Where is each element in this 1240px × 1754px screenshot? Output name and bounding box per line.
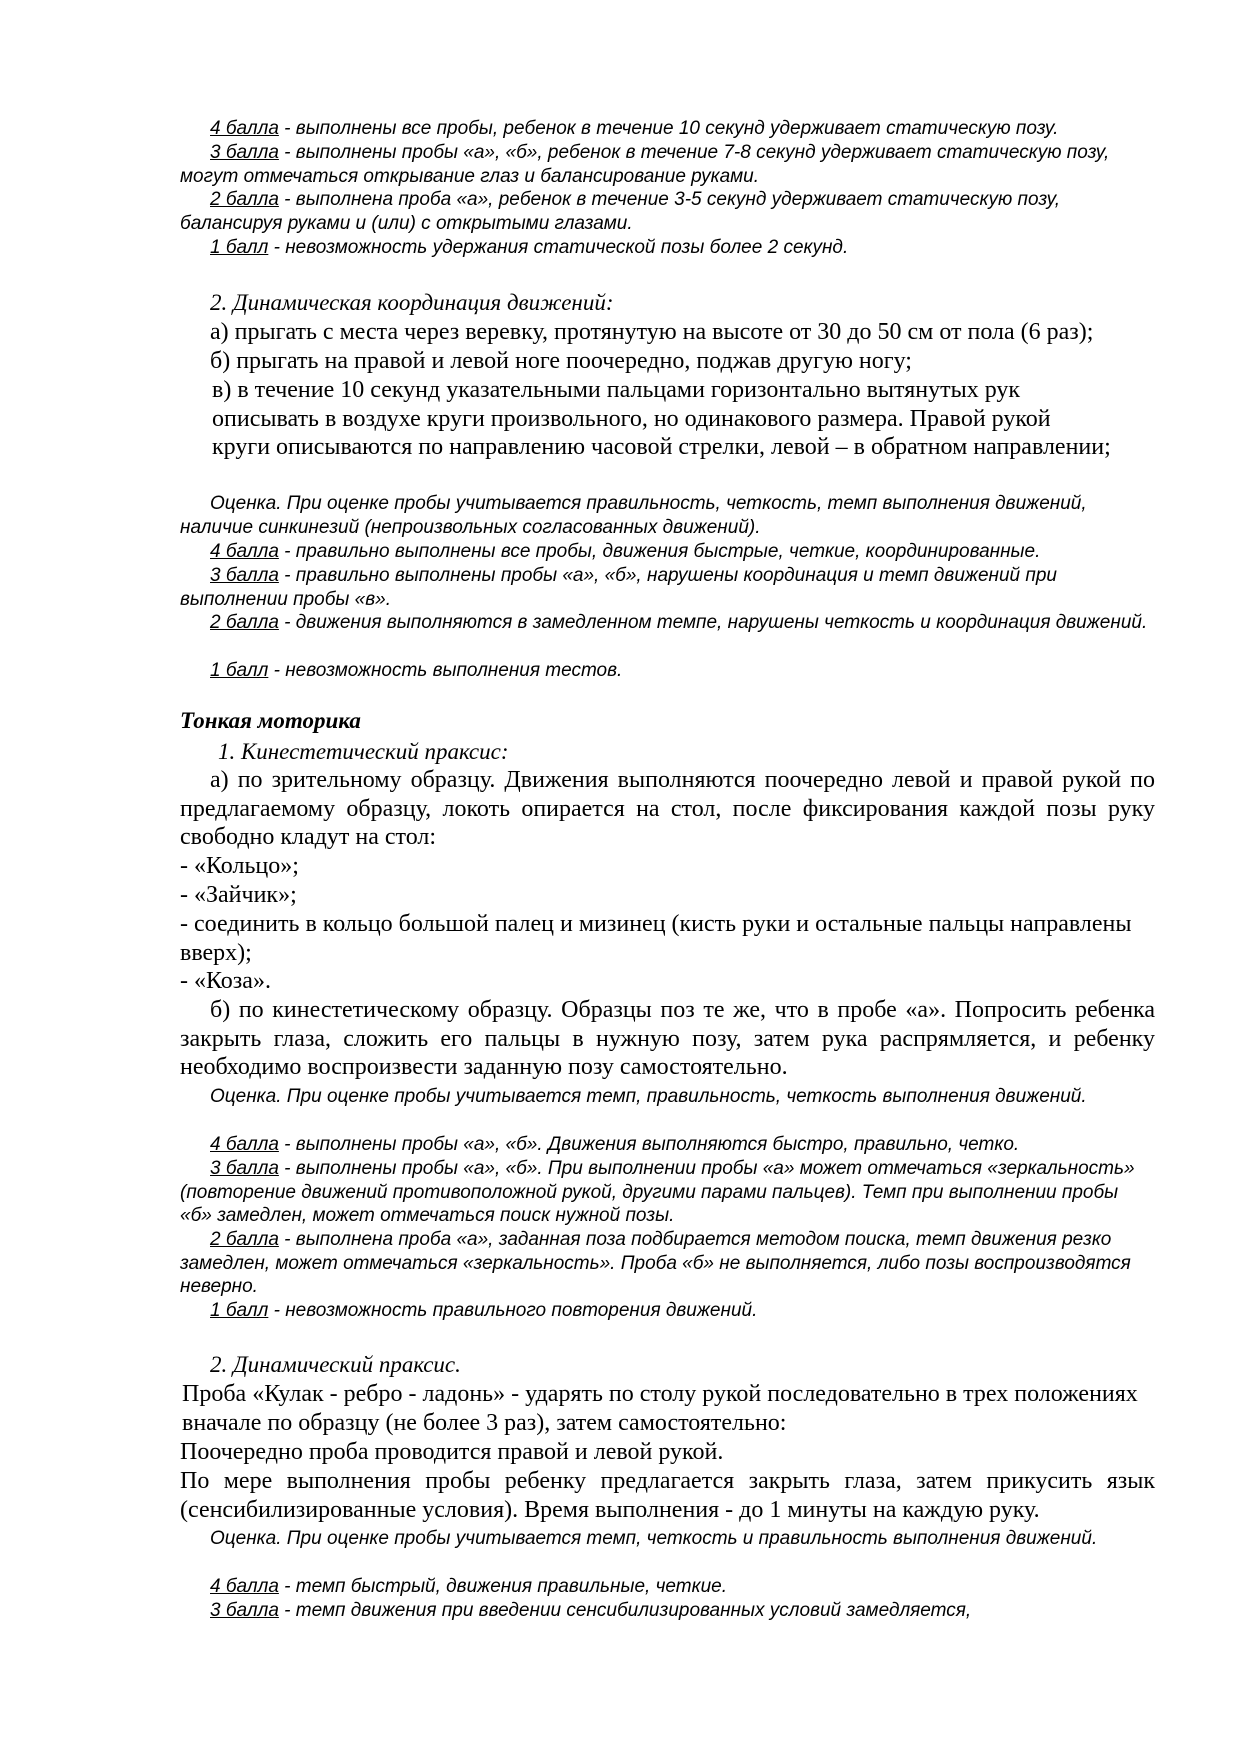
score-label: 1 балл [210, 1300, 269, 1321]
dynamic-praxis-score-4 [180, 1575, 1155, 1599]
dynamic-item-a: а) прыгать с места через веревку, протянутую на высоте от 30 до 50 см от пола (6 раз); [210, 319, 1094, 345]
kinesthetic-score-3 [180, 1157, 1155, 1228]
score-text: - выполнены пробы «а», «б». Движения выполняются быстро, правильно, четко. [278, 1134, 1020, 1155]
dynamic-evaluation: Оценка. При оценке пробы учитывается правильность, четкость, темп выполнения движений, наличие синкинезий (непроизвольных согласованных движений). [180, 493, 1087, 538]
kinesthetic-item-a: а) по зрительному образцу. Движения выполняются поочередно левой и правой рукой по предлагаемому образцу, локоть опирается на стол, после фиксирования каждой позы руку свободно кладут на стол: [180, 767, 1155, 850]
dynamic-item-v: в) в течение 10 секунд указательными пальцами горизонтально вытянутых рук описывать в воздухе круги произвольного, но одинакового размера. Правой рукой круги описываются по направлению часовой стрелки, левой – в обратном направлении; [212, 377, 1111, 460]
score-label: 3 балла [210, 1158, 279, 1179]
score-text: - правильно выполнены все пробы, движения быстрые, четкие, координированные. [278, 541, 1041, 562]
static-score-3 [180, 141, 1155, 188]
dynamic-score-4 [180, 540, 1155, 564]
dynamic-praxis-title: 2. Динамический праксис. [210, 1352, 461, 1377]
kinesthetic-score-2 [180, 1228, 1155, 1299]
score-text: - невозможность выполнения тестов. [268, 660, 623, 681]
dynamic-praxis-p1: Проба «Кулак - ребро - ладонь» - ударять по столу рукой последовательно в трех положениях вначале по образцу (не более 3 раз), затем самостоятельно: [182, 1381, 1138, 1436]
static-score-4 [180, 117, 1155, 141]
dynamic-score-1 [180, 659, 1155, 683]
pose-item: - «Зайчик»; [180, 882, 297, 908]
kinesthetic-score-4 [180, 1133, 1155, 1157]
kinesthetic-title: 1. Кинестетический праксис: [218, 739, 509, 764]
score-label: 4 балла [210, 1134, 279, 1155]
score-text: - выполнена проба «а», ребенок в течение 3-5 секунд удерживает статическую позу, балансируя руками и (или) с открытыми глазами. [180, 189, 1061, 234]
score-label: 1 балл [210, 237, 269, 258]
score-label: 4 балла [210, 541, 279, 562]
score-label: 2 балла [210, 1229, 279, 1250]
dynamic-score-2 [180, 611, 1155, 635]
score-text: - темп быстрый, движения правильные, четкие. [278, 1576, 727, 1597]
static-score-1 [180, 236, 1155, 260]
kinesthetic-evaluation: Оценка. При оценке пробы учитывается темп, правильность, четкость выполнения движений. [210, 1086, 1087, 1107]
dynamic-praxis-p3: По мере выполнения пробы ребенку предлагается закрыть глаза, затем прикусить язык (сенсибилизированные условия). Время выполнения - до 1 минуты на каждую руку. [180, 1468, 1155, 1523]
section-heading: Тонкая моторика [180, 708, 361, 733]
score-label: 1 балл [210, 660, 269, 681]
score-label: 4 балла [210, 1576, 279, 1597]
pose-item: - соединить в кольцо большой палец и мизинец (кисть руки и остальные пальцы направлены вверх); [180, 911, 1132, 966]
kinesthetic-score-1 [180, 1299, 1155, 1323]
dynamic-praxis-evaluation: Оценка. При оценке пробы учитывается темп, четкость и правильность выполнения движений. [210, 1528, 1098, 1549]
score-text: - выполнены пробы «а», «б», ребенок в течение 7-8 секунд удерживает статическую позу, могут отмечаться открывание глаз и балансирование руками. [180, 142, 1110, 187]
score-text: - правильно выполнены пробы «а», «б», нарушены координация и темп движений при выполнении пробы «в». [180, 565, 1057, 610]
pose-item: - «Кольцо»; [180, 853, 299, 879]
score-text: - темп движения при введении сенсибилизированных условий замедляется, [278, 1600, 972, 1621]
kinesthetic-item-b: б) по кинестетическому образцу. Образцы поз те же, что в пробе «а». Попросить ребенка закрыть глаза, сложить его пальцы в нужную позу, затем рука распрямляется, и ребенку необходимо воспроизвести заданную позу самостоятельно. [180, 997, 1155, 1080]
score-text: - выполнены пробы «а», «б». При выполнении пробы «а» может отмечаться «зеркальность» (повторение движений противоположной рукой, другими парами пальцев). Темп при выполнении пробы «б» замедлен, может отмечаться поиск нужной позы. [180, 1158, 1135, 1226]
score-text: - движения выполняются в замедленном темпе, нарушены четкость и координация движений. [278, 612, 1148, 633]
dynamic-item-b: б) прыгать на правой и левой ноге поочередно, поджав другую ногу; [210, 348, 912, 374]
static-score-2 [180, 188, 1155, 235]
score-label: 4 балла [210, 118, 279, 139]
score-label: 2 балла [210, 612, 279, 633]
score-label: 3 балла [210, 565, 279, 586]
dynamic-score-3 [180, 564, 1155, 611]
score-text: - выполнена проба «а», заданная поза подбирается методом поиска, темп движения резко замедлен, может отмечаться «зеркальность». Проба «б» не выполняется, либо позы воспроизводятся неверно. [180, 1229, 1131, 1297]
dynamic-praxis-p2: Поочередно проба проводится правой и левой рукой. [180, 1439, 724, 1465]
score-label: 2 балла [210, 189, 279, 210]
pose-item: - «Коза». [180, 968, 271, 994]
score-label: 3 балла [210, 1600, 279, 1621]
score-text: - выполнены все пробы, ребенок в течение 10 секунд удерживает статическую позу. [278, 118, 1059, 139]
score-text: - невозможность удержания статической позы более 2 секунд. [268, 237, 849, 258]
dynamic-praxis-score-3 [180, 1599, 1155, 1623]
dynamic-coord-title: 2. Динамическая координация движений: [210, 290, 614, 315]
score-label: 3 балла [210, 142, 279, 163]
score-text: - невозможность правильного повторения движений. [268, 1300, 758, 1321]
